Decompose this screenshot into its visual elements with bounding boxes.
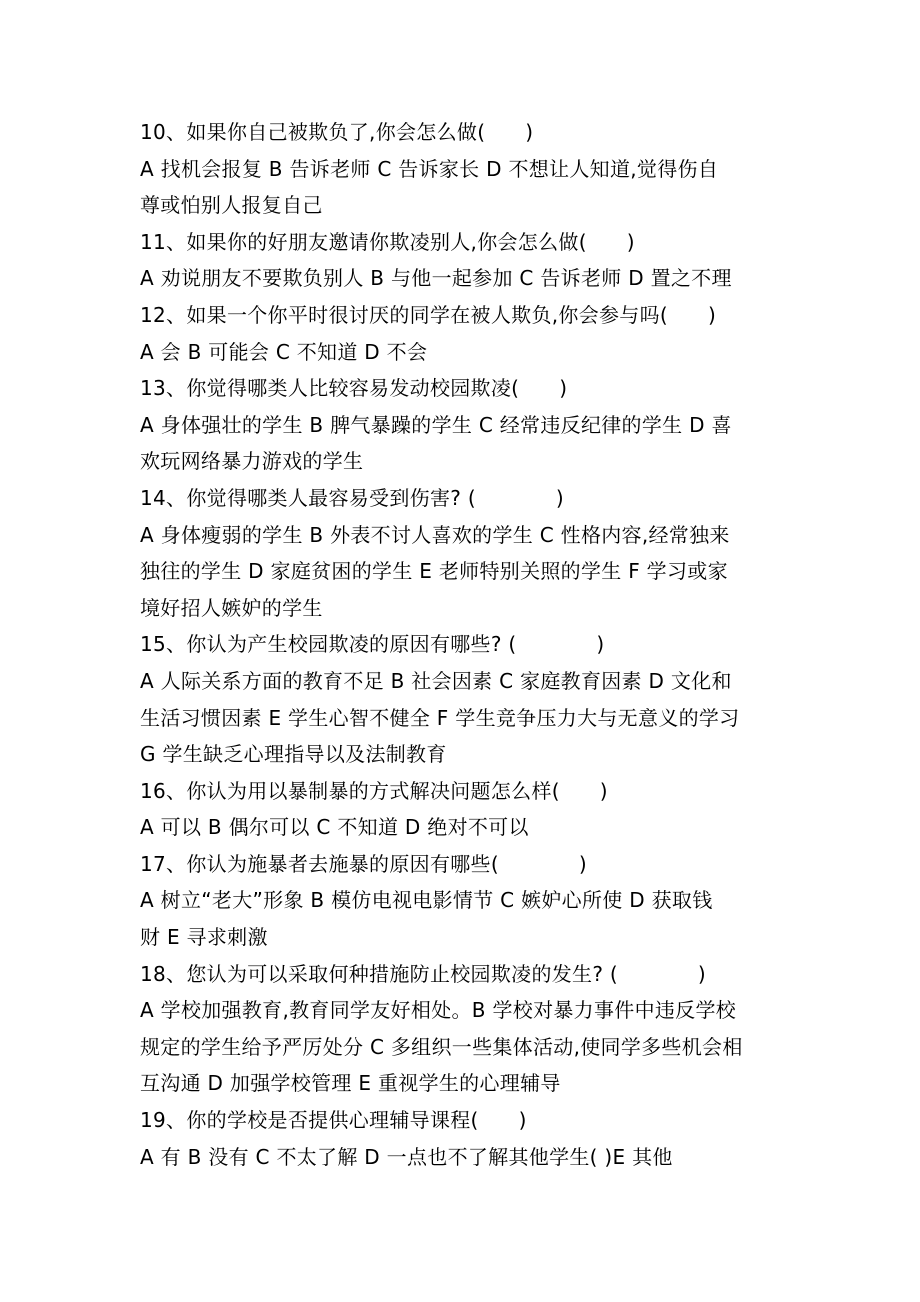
question-15-options-cont: 生活习惯因素 E 学生心智不健全 F 学生竞争压力大与无意义的学习 [140,705,740,730]
question-12-text: 12、如果一个你平时很讨厌的同学在被人欺负,你会参与吗( ) [140,302,717,327]
question-13-options-cont: 欢玩网络暴力游戏的学生 [140,449,364,474]
question-10-options-cont: 尊或怕别人报复自己 [140,193,323,218]
question-15-options: A 人际关系方面的教育不足 B 社会因素 C 家庭教育因素 D 文化和 [140,668,732,693]
question-18-options-cont-2: 互沟通 D 加强学校管理 E 重视学生的心理辅导 [140,1071,561,1096]
question-13-options: A 身体强壮的学生 B 脾气暴躁的学生 C 经常违反纪律的学生 D 喜 [140,412,732,437]
question-16-options: A 可以 B 偶尔可以 C 不知道 D 绝对不可以 [140,815,529,840]
question-15-text: 15、你认为产生校园欺凌的原因有哪些? ( ) [140,632,605,657]
question-14-options-cont: 独往的学生 D 家庭贫困的学生 E 老师特别关照的学生 F 学习或家 [140,559,728,584]
question-11-options: A 劝说朋友不要欺负别人 B 与他一起参加 C 告诉老师 D 置之不理 [140,266,732,291]
question-15-options-cont-2: G 学生缺乏心理指导以及法制教育 [140,742,447,767]
question-11-text: 11、如果你的好朋友邀请你欺凌别人,你会怎么做( ) [140,229,635,254]
question-18-options: A 学校加强教育,教育同学友好相处。B 学校对暴力事件中违反学校 [140,998,737,1023]
question-17-options: A 树立“老大”形象 B 模仿电视电影情节 C 嫉妒心所使 D 获取钱 [140,888,713,913]
question-17-options-cont: 财 E 寻求刺激 [140,925,268,950]
question-12-options: A 会 B 可能会 C 不知道 D 不会 [140,339,428,364]
document-body [140,114,800,1175]
question-18-options-cont: 规定的学生给予严厉处分 C 多组织一些集体活动,使同学多些机会相 [140,1034,743,1059]
question-19-options: A 有 B 没有 C 不太了解 D 一点也不了解其他学生( )E 其他 [140,1144,673,1169]
question-16-text: 16、你认为用以暴制暴的方式解决问题怎么样( ) [140,778,608,803]
question-18-text: 18、您认为可以采取何种措施防止校园欺凌的发生? ( ) [140,961,707,986]
question-10-options: A 找机会报复 B 告诉老师 C 告诉家长 D 不想让人知道,觉得伤自 [140,156,719,181]
question-14-options: A 身体瘦弱的学生 B 外表不讨人喜欢的学生 C 性格内容,经常独来 [140,522,730,547]
question-17-text: 17、你认为施暴者去施暴的原因有哪些( ) [140,851,587,876]
question-10-text: 10、如果你自己被欺负了,你会怎么做( ) [140,120,534,144]
question-19-text: 19、你的学校是否提供心理辅导课程( ) [140,1108,527,1133]
question-14-text: 14、你觉得哪类人最容易受到伤害? ( ) [140,485,564,510]
question-14-options-cont-2: 境好招人嫉妒的学生 [140,595,323,620]
question-13-text: 13、你觉得哪类人比较容易发动校园欺凌( ) [140,376,568,401]
